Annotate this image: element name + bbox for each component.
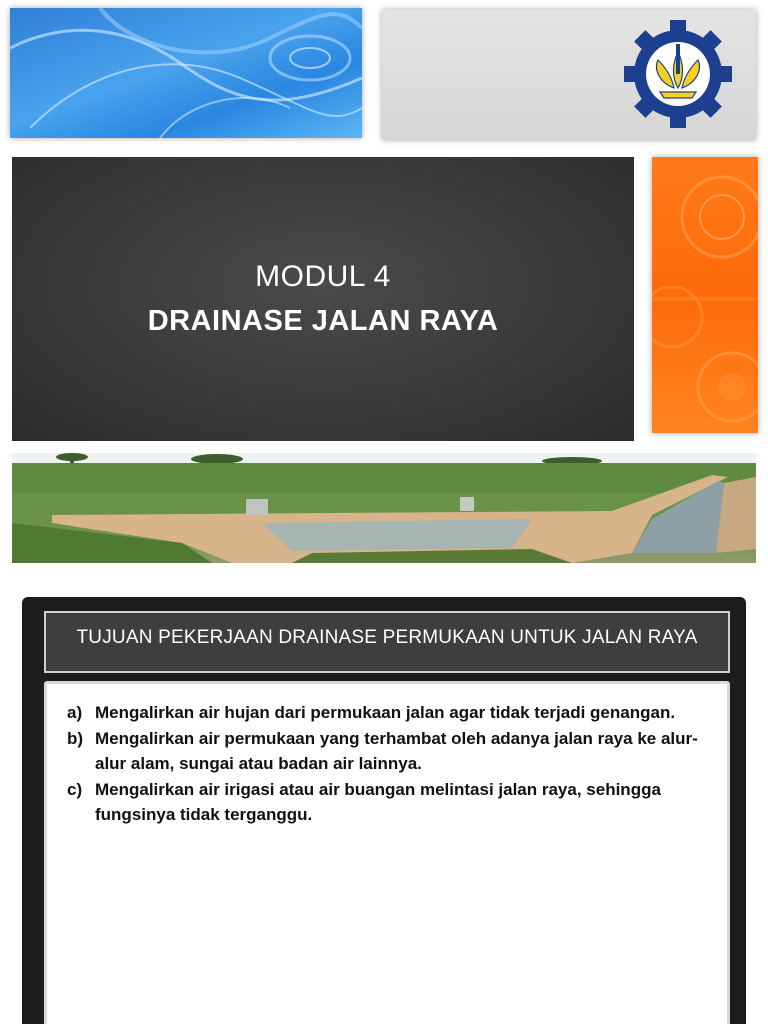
list-item-text: Mengalirkan air permukaan yang terhambat oleh adanya jalan raya ke alur-alur alam, sungai atau badan air lainnya.: [95, 728, 698, 773]
list-item: [67, 726, 707, 777]
canal-scene-icon: [12, 453, 756, 563]
drainage-canal-photo: [12, 453, 756, 563]
list-marker: a): [67, 703, 83, 722]
section-heading: TUJUAN PEKERJAAN DRAINASE PERMUKAAN UNTUK JALAN RAYA: [76, 627, 698, 648]
title-board: [12, 157, 634, 441]
list-marker: b): [67, 728, 84, 748]
section-body: [44, 681, 730, 1024]
objectives-list: [47, 684, 727, 828]
swirl-pattern-icon: [10, 8, 362, 138]
section-header: [44, 611, 730, 673]
module-title: DRAINASE JALAN RAYA: [147, 305, 499, 337]
orange-pattern-decoration: [652, 157, 758, 433]
list-marker: c): [67, 779, 83, 799]
circle-pattern-icon: [652, 157, 758, 433]
logo-tile: [382, 10, 756, 140]
list-item-text: Mengalirkan air hujan dari permukaan jalan agar tidak terjadi genangan.: [95, 703, 676, 722]
module-number: MODUL 4: [255, 260, 391, 293]
objectives-panel: [22, 597, 746, 1024]
list-item: [67, 777, 707, 828]
list-item: [67, 700, 707, 726]
gear-lotus-emblem-icon: [624, 18, 732, 130]
blue-swirl-decoration: [10, 8, 362, 138]
list-item-text: Mengalirkan air irigasi atau air buangan melintasi jalan raya, sehingga fungsinya tidak terganggu.: [95, 779, 661, 824]
